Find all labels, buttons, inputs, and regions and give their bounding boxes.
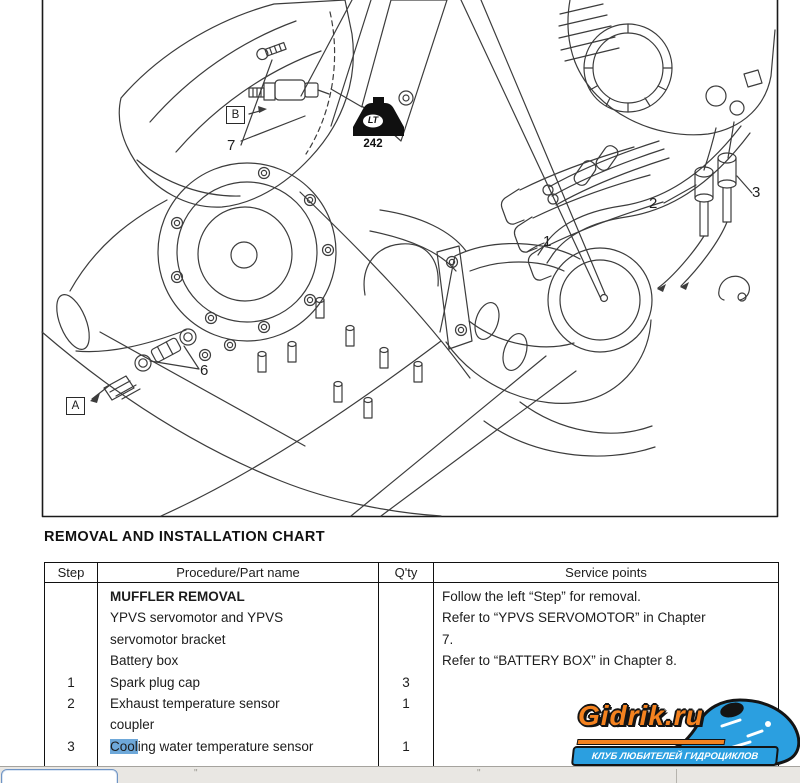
table-procedure-line: Cooling water temperature sensor — [110, 738, 314, 754]
table-step-number: 2 — [67, 695, 75, 711]
bracket-plate-drawing — [301, 0, 608, 302]
hull-lines-drawing — [42, 332, 576, 516]
section-heading: REMOVAL AND INSTALLATION CHART — [44, 529, 326, 545]
search-highlight: Cool — [110, 738, 138, 754]
table-qty-value — [379, 586, 433, 607]
table-service-line: Refer to “YPVS SERVOMOTOR” in Chapter — [442, 610, 706, 626]
ref-label-a: A — [66, 397, 85, 415]
ref-label-b: B — [226, 106, 245, 124]
table-step-number — [45, 714, 97, 735]
header-procedure: Procedure/Part name — [98, 563, 379, 582]
table-procedure-line: YPVS servomotor and YPVS — [110, 610, 284, 626]
table-procedure-line: coupler — [110, 717, 155, 733]
header-service: Service points — [565, 565, 647, 580]
table-qty-value: 3 — [402, 674, 410, 690]
cropped-content-mark: " — [194, 768, 198, 779]
watermark-brand-text: Gidrik.ru — [578, 700, 704, 731]
table-qty-value: 1 — [402, 695, 410, 711]
table-step-number — [45, 629, 97, 650]
small-parts6-drawing — [104, 329, 196, 400]
watermark-underline — [576, 739, 725, 745]
header-step: Step — [45, 563, 98, 582]
col-qty-body — [379, 583, 434, 766]
table-qty-value — [379, 629, 433, 650]
col-step-body — [45, 583, 98, 766]
arrowheads — [90, 106, 689, 403]
muffler-cover-drawing — [119, 0, 353, 207]
table-step-number — [45, 586, 97, 607]
header-qty: Q'ty — [379, 563, 434, 582]
watermark-tagline: КЛУБ ЛЮБИТЕЛЕЙ ГИДРОЦИКЛОВ — [591, 750, 759, 762]
table-service-line: Follow the left “Step” for removal. — [442, 589, 641, 604]
table-header-row — [45, 563, 778, 583]
table-qty-value: 1 — [402, 738, 410, 754]
exhaust-pipe-drawing — [437, 244, 655, 456]
table-qty-value — [379, 714, 433, 735]
callout-3: 3 — [752, 184, 761, 201]
callout-7: 7 — [227, 137, 236, 154]
temperature-sensors-drawing — [658, 122, 749, 301]
table-step-number — [45, 650, 97, 671]
gidrik-watermark — [572, 696, 800, 770]
cropped-input-field[interactable] — [1, 769, 118, 783]
table-qty-value — [379, 607, 433, 628]
cropped-content-mark: " — [477, 768, 481, 779]
watermark-banner — [571, 746, 779, 766]
loctite-number-label: 242 — [363, 138, 383, 150]
table-service-line: 7. — [442, 631, 454, 647]
engine-case-drawing — [50, 163, 470, 418]
ypvs-servomotor-drawing — [538, 0, 775, 263]
table-procedure-line: Spark plug cap — [110, 674, 201, 690]
table-step-number: 1 — [67, 674, 75, 690]
table-service-line: Refer to “BATTERY BOX” in Chapter 8. — [442, 653, 677, 669]
callout-1: 1 — [543, 233, 552, 250]
callout-leader-lines — [92, 60, 752, 399]
table-step-number: 3 — [67, 738, 75, 754]
table-qty-value — [379, 650, 433, 671]
table-service-line — [434, 672, 778, 693]
table-procedure-line: Exhaust temperature sensor — [110, 695, 280, 711]
loctite-code-label: LT — [367, 115, 379, 125]
table-procedure-line: MUFFLER REMOVAL — [110, 589, 245, 604]
callout-2: 2 — [649, 195, 658, 212]
table-procedure-line: Battery box — [110, 653, 179, 669]
bottom-bar-divider — [676, 769, 677, 783]
callout-6: 6 — [200, 362, 209, 379]
col-procedure-body — [98, 583, 379, 766]
bottom-bar — [0, 766, 800, 783]
figure-border — [43, 0, 778, 517]
loctite-242-icon — [331, 89, 404, 136]
table-step-number — [45, 607, 97, 628]
table-procedure-line: servomotor bracket — [110, 631, 226, 647]
